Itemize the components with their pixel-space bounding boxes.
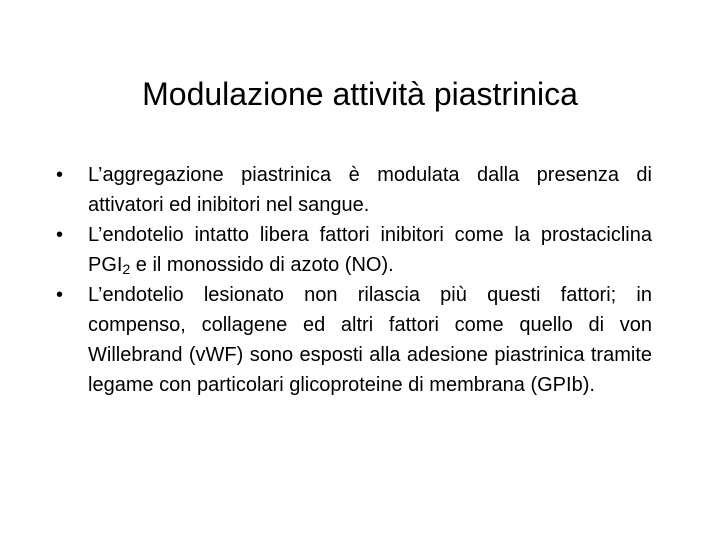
bullet-marker: •: [56, 284, 64, 306]
bullet-text: L’endotelio lesionato non rilascia più questi fattori; in compenso, collagene ed altri fattori come quello di von Willebrand (vWF) sono esposti alla adesione piastrinica tramite legame con particolari glicoproteine di membrana (GPIb).: [88, 284, 652, 396]
bullet-marker: •: [56, 224, 64, 246]
bullet-marker: •: [56, 164, 64, 186]
bullet-list: [52, 160, 652, 400]
bullet-text-continued: e il monossido di azoto (NO).: [130, 254, 394, 276]
bullet-item: [52, 280, 652, 400]
subscript: 2: [122, 261, 131, 277]
bullet-item: [52, 220, 652, 280]
bullet-text: L’aggregazione piastrinica è modulata dalla presenza di attivatori ed inibitori nel sangue.: [88, 164, 652, 216]
bullet-text: L’endotelio intatto libera fattori inibitori come la prostaciclina PGI: [88, 224, 652, 276]
bullet-item: [52, 160, 652, 220]
slide-title: Modulazione attività piastrinica: [142, 76, 578, 112]
